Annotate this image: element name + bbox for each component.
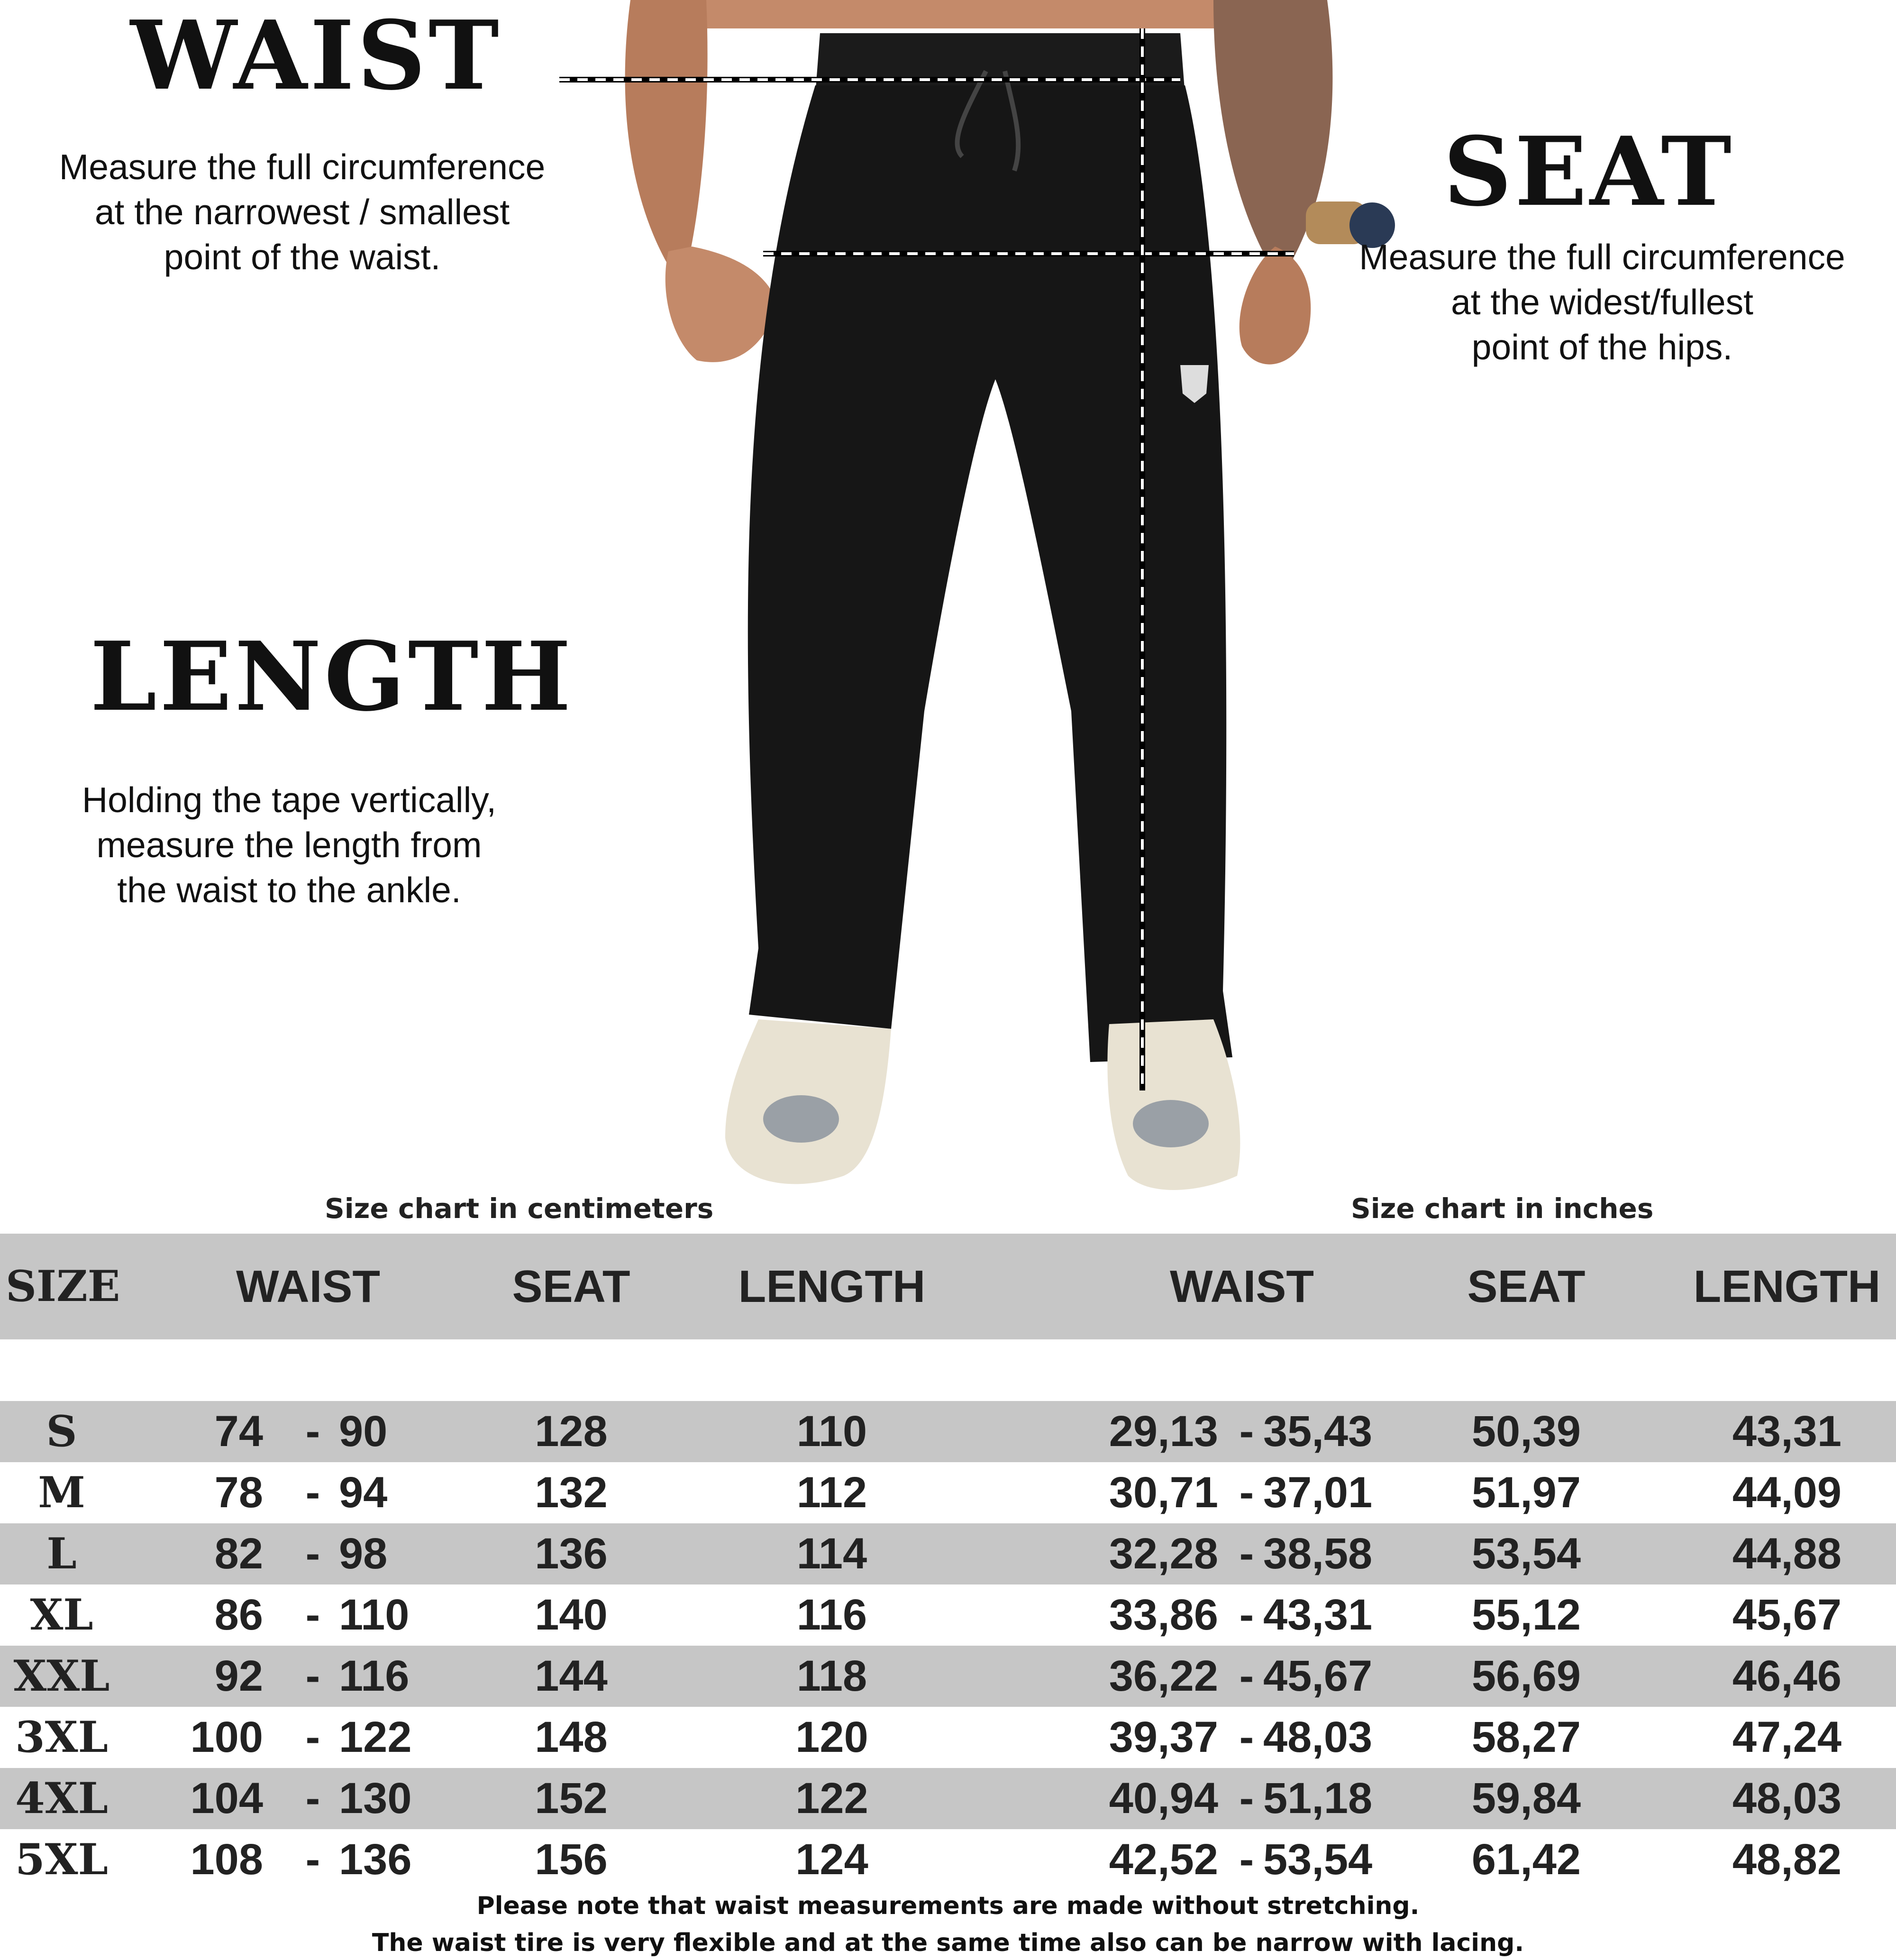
header-seat-in: SEAT	[1467, 1261, 1586, 1312]
header-length-in: LENGTH	[1693, 1261, 1881, 1312]
cell-seat-in: 61,42	[1471, 1835, 1581, 1884]
cell-waist-in-min: 29,13	[1109, 1407, 1218, 1456]
cell-waist-in-max: 48,03	[1263, 1713, 1373, 1761]
table-row	[0, 1707, 1896, 1768]
cell-size: 3XL	[15, 1712, 108, 1762]
cell-length-in: 44,09	[1732, 1468, 1842, 1517]
cell-waist-cm-min: 82	[214, 1530, 263, 1578]
length-instruction-line: Holding the tape vertically,	[82, 780, 497, 820]
cell-length-cm: 124	[795, 1835, 868, 1884]
length-instruction-line: the waist to the ankle.	[117, 870, 461, 910]
cell-seat-cm: 156	[535, 1835, 608, 1884]
cell-range-separator: -	[305, 1774, 320, 1823]
table-row	[0, 1462, 1896, 1523]
cell-size: XL	[30, 1590, 93, 1640]
cell-seat-in: 50,39	[1471, 1407, 1581, 1456]
cell-range-separator: -	[1239, 1468, 1254, 1517]
cell-seat-cm: 152	[535, 1774, 608, 1823]
cell-waist-cm-min: 108	[190, 1835, 263, 1884]
sneakers	[725, 1019, 1240, 1190]
table-row	[0, 1523, 1896, 1584]
cell-seat-in: 59,84	[1471, 1774, 1581, 1823]
header-length-cm: LENGTH	[738, 1261, 926, 1312]
cell-seat-cm: 144	[535, 1652, 608, 1700]
cell-waist-in-min: 39,37	[1109, 1713, 1218, 1761]
cell-waist-cm-max: 98	[339, 1530, 388, 1578]
cell-seat-cm: 132	[535, 1468, 608, 1517]
table-row	[0, 1646, 1896, 1707]
cell-size: 5XL	[15, 1834, 108, 1885]
cell-waist-cm-min: 92	[214, 1652, 263, 1700]
cell-seat-cm: 140	[535, 1591, 608, 1639]
cell-seat-in: 56,69	[1471, 1652, 1581, 1700]
caption-cm: Size chart in centimeters	[325, 1192, 714, 1225]
cell-waist-cm-min: 100	[190, 1713, 263, 1761]
cell-seat-cm: 128	[535, 1407, 608, 1456]
cell-waist-in-min: 42,52	[1109, 1835, 1218, 1884]
seat-instruction-line: Measure the full circumference	[1359, 237, 1845, 277]
cell-range-separator: -	[1239, 1530, 1254, 1578]
cell-waist-in-min: 33,86	[1109, 1591, 1218, 1639]
waist-instruction-line: point of the waist.	[164, 237, 441, 277]
waist-instructions	[9, 145, 595, 280]
cell-length-cm: 118	[796, 1652, 867, 1700]
cell-waist-in-min: 40,94	[1109, 1774, 1218, 1823]
cell-seat-in: 58,27	[1471, 1713, 1581, 1761]
heading-seat: SEAT	[1443, 116, 1734, 228]
cell-waist-in-max: 37,01	[1263, 1468, 1373, 1517]
note-line: The waist tire is very flexible and at the same time also can be narrow with lacing.	[372, 1929, 1524, 1957]
cell-size: L	[46, 1529, 77, 1579]
cell-seat-cm: 148	[535, 1713, 608, 1761]
cell-length-in: 46,46	[1732, 1652, 1842, 1700]
cell-waist-cm-min: 86	[214, 1591, 263, 1639]
length-instruction-line: measure the length from	[96, 825, 482, 865]
cell-waist-cm-min: 74	[214, 1407, 263, 1456]
cell-range-separator: -	[305, 1713, 320, 1761]
heading-length: LENGTH	[90, 621, 574, 733]
cell-length-cm: 122	[795, 1774, 868, 1823]
waist-instruction-line: Measure the full circumference	[59, 147, 546, 187]
cell-length-in: 48,03	[1732, 1774, 1842, 1823]
cell-seat-in: 51,97	[1471, 1468, 1581, 1517]
cell-waist-in-min: 36,22	[1109, 1652, 1218, 1700]
cell-length-in: 44,88	[1732, 1530, 1842, 1578]
cell-waist-in-max: 38,58	[1263, 1530, 1373, 1578]
cell-waist-cm-max: 90	[339, 1407, 388, 1456]
cell-waist-in-min: 32,28	[1109, 1530, 1218, 1578]
cell-range-separator: -	[305, 1468, 320, 1517]
caption-inches: Size chart in inches	[1351, 1192, 1654, 1225]
header-seat-cm: SEAT	[512, 1261, 630, 1312]
cell-range-separator: -	[1239, 1713, 1254, 1761]
cell-length-in: 47,24	[1732, 1713, 1842, 1761]
cell-range-separator: -	[1239, 1591, 1254, 1639]
cell-length-cm: 114	[796, 1530, 867, 1578]
cell-range-separator: -	[1239, 1407, 1254, 1456]
cell-range-separator: -	[305, 1407, 320, 1456]
cell-waist-cm-max: 110	[339, 1591, 410, 1639]
cell-waist-in-max: 35,43	[1263, 1407, 1373, 1456]
cell-waist-cm-max: 136	[339, 1835, 412, 1884]
cell-size: S	[46, 1406, 77, 1456]
cell-length-cm: 112	[796, 1468, 867, 1517]
seat-instruction-line: at the widest/fullest	[1451, 282, 1753, 322]
cell-range-separator: -	[1239, 1774, 1254, 1823]
cell-length-cm: 116	[796, 1591, 867, 1639]
cell-length-in: 48,82	[1732, 1835, 1842, 1884]
seat-instruction-line: point of the hips.	[1471, 327, 1733, 367]
header-size: SIZE	[6, 1261, 120, 1311]
header-waist-in: WAIST	[1170, 1261, 1314, 1312]
cell-range-separator: -	[305, 1835, 320, 1884]
cell-seat-cm: 136	[535, 1530, 608, 1578]
cell-length-cm: 110	[796, 1407, 867, 1456]
cell-waist-cm-max: 130	[339, 1774, 412, 1823]
table-row	[0, 1829, 1896, 1890]
table-row	[0, 1584, 1896, 1646]
cell-length-in: 45,67	[1732, 1591, 1842, 1639]
cell-waist-in-max: 53,54	[1263, 1835, 1373, 1884]
waist-instruction-line: at the narrowest / smallest	[94, 192, 510, 232]
cell-waist-cm-max: 116	[339, 1652, 410, 1700]
cell-size: M	[38, 1467, 85, 1518]
cell-waist-in-max: 45,67	[1263, 1652, 1373, 1700]
cell-range-separator: -	[1239, 1652, 1254, 1700]
length-instructions	[19, 778, 559, 913]
cell-length-cm: 120	[795, 1713, 868, 1761]
cell-waist-cm-min: 78	[214, 1468, 263, 1517]
table-row	[0, 1768, 1896, 1829]
cell-waist-in-max: 51,18	[1263, 1774, 1373, 1823]
header-waist-cm: WAIST	[236, 1261, 380, 1312]
cell-size: XXL	[13, 1651, 110, 1701]
pants	[748, 33, 1232, 1062]
cell-range-separator: -	[1239, 1835, 1254, 1884]
cell-waist-cm-min: 104	[190, 1774, 263, 1823]
cell-seat-in: 55,12	[1471, 1591, 1581, 1639]
note-line: Please note that waist measurements are made without stretching.	[476, 1892, 1420, 1920]
seat-instructions	[1308, 235, 1896, 370]
cell-waist-cm-max: 122	[339, 1713, 412, 1761]
cell-waist-in-max: 43,31	[1263, 1591, 1373, 1639]
cell-waist-in-min: 30,71	[1109, 1468, 1218, 1517]
cell-seat-in: 53,54	[1471, 1530, 1581, 1578]
cell-range-separator: -	[305, 1652, 320, 1700]
cell-range-separator: -	[305, 1591, 320, 1639]
cell-size: 4XL	[15, 1773, 108, 1823]
cell-waist-cm-max: 94	[339, 1468, 388, 1517]
heading-waist: WAIST	[130, 0, 502, 111]
cell-range-separator: -	[305, 1530, 320, 1578]
cell-length-in: 43,31	[1732, 1407, 1842, 1456]
table-row	[0, 1401, 1896, 1462]
